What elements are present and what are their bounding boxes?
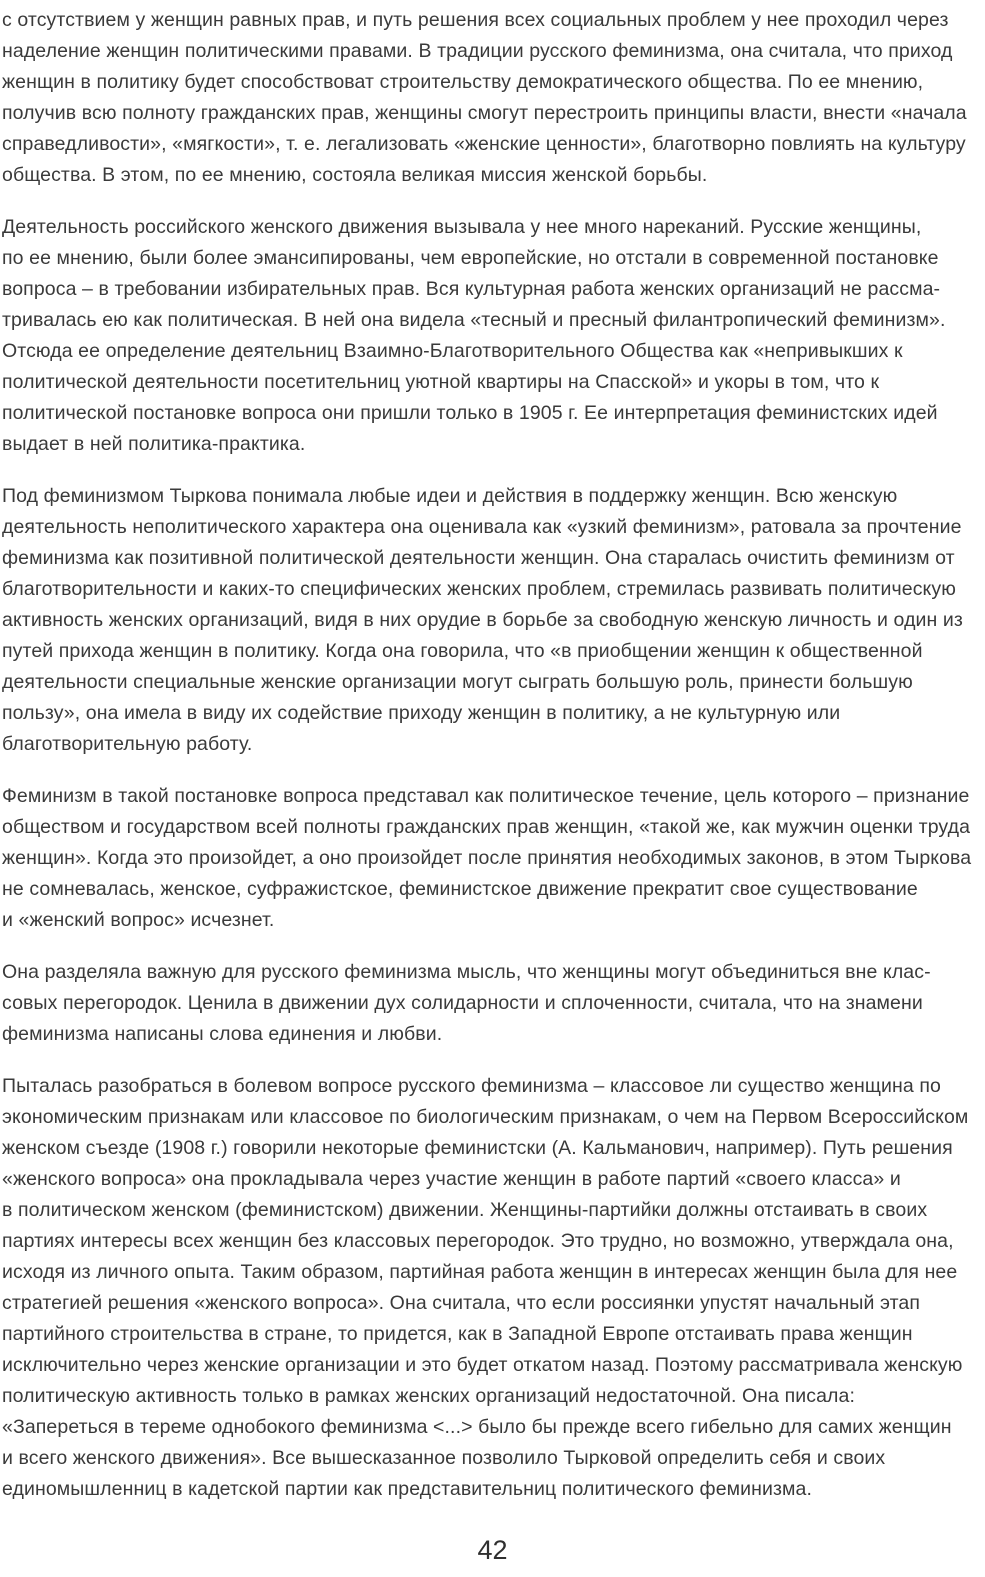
text-line: получив всю полноту гражданских прав, женщины смогут перестроить принципы власти, внести «начала bbox=[2, 102, 967, 124]
text-line: Под феминизмом Тыркова понимала любые идеи и действия в поддержку женщин. Всю женскую bbox=[2, 485, 898, 507]
text-line: и «женский вопрос» исчезнет. bbox=[2, 909, 275, 931]
text-line: благотворительную работу. bbox=[2, 733, 253, 755]
page-number: 42 bbox=[477, 1535, 508, 1565]
text-line: Феминизм в такой постановке вопроса представал как политическое течение, цель которого – признание bbox=[2, 785, 970, 807]
paragraph bbox=[2, 212, 981, 460]
text-line: совых перегородок. Ценила в движении дух солидарности и сплоченности, считала, что на знамени bbox=[2, 992, 923, 1014]
text-line: женщин». Когда это произойдет, а оно произойдет после принятия необходимых законов, в этом Тыркова bbox=[2, 847, 972, 869]
text-line: партиях интересы всех женщин без классовых перегородок. Это трудно, но возможно, утверждала она, bbox=[2, 1230, 954, 1252]
text-line: и всего женского движения». Все вышесказанное позволило Тырковой определить себя и своих bbox=[2, 1447, 886, 1469]
text-line: Она разделяла важную для русского феминизма мысль, что женщины могут объединиться вне клас- bbox=[2, 961, 931, 983]
text-line: исключительно через женские организации и это будет откатом назад. Поэтому рассматривала женскую bbox=[2, 1354, 963, 1376]
text-line: исходя из личного опыта. Таким образом, партийная работа женщин в интересах женщин была для нее bbox=[2, 1261, 958, 1283]
text-line: политической постановке вопроса они пришли только в 1905 г. Ее интерпретация феминистских идей bbox=[2, 402, 938, 424]
text-line: политической деятельности посетительниц уютной квартиры на Спасской» и укоры в том, что к bbox=[2, 371, 880, 393]
text-line: общества. В этом, по ее мнению, состояла великая миссия женской борьбы. bbox=[2, 164, 708, 186]
text-line: вопроса – в требовании избирательных прав. Вся культурная работа женских организаций не рассма- bbox=[2, 278, 941, 300]
text-line: тривалась ею как политическая. В ней она видела «тесный и пресный филантропический феминизм». bbox=[2, 309, 946, 331]
text-line: в политическом женском (феминистском) движении. Женщины-партийки должны отстаивать в своих bbox=[2, 1199, 928, 1221]
paragraph bbox=[2, 5, 981, 191]
text-line: деятельность неполитического характера она оценивала как «узкий феминизм», ратовала за прочтение bbox=[2, 516, 962, 538]
text-line: пользу», она имела в виду их содействие приходу женщин в политику, а не культурную или bbox=[2, 702, 841, 724]
text-line: экономическим признакам или классовое по биологическим признакам, о чем на Первом Всероссийском bbox=[2, 1106, 969, 1128]
text-line: женском съезде (1908 г.) говорили некоторые феминистски (А. Кальманович, например). Путь решения bbox=[2, 1137, 953, 1159]
text-line: политическую активность только в рамках женских организаций недостаточной. Она писала: bbox=[2, 1385, 855, 1407]
text-line: «Запереться в тереме однобокого феминизма <...> было бы прежде всего гибельно для самих женщин bbox=[2, 1416, 952, 1438]
text-line: Деятельность российского женского движения вызывала у нее много нареканий. Русские женщины, bbox=[2, 216, 922, 238]
paragraph bbox=[2, 481, 981, 760]
text-line: справедливости», «мягкости», т. е. легализовать «женские ценности», благотворно повлиять на культуру bbox=[2, 133, 966, 155]
text-line: феминизма написаны слова единения и любви. bbox=[2, 1023, 443, 1045]
text-line: обществом и государством всей полноты гражданских прав женщин, «такой же, как мужчин оценки труда bbox=[2, 816, 971, 838]
paragraph bbox=[2, 1071, 981, 1505]
text-line: наделение женщин политическими правами. В традиции русского феминизма, она считала, что приход bbox=[2, 40, 953, 62]
text-line: женщин в политику будет способствоват строительству демократического общества. По ее мнению, bbox=[2, 71, 924, 93]
document-body bbox=[2, 5, 981, 1526]
text-line: не сомневалась, женское, суфражистское, феминистское движение прекратит свое существование bbox=[2, 878, 918, 900]
text-line: Пыталась разобраться в болевом вопросе русского феминизма – классовое ли существо женщина по bbox=[2, 1075, 941, 1097]
text-line: выдает в ней политика-практика. bbox=[2, 433, 306, 455]
text-line: активность женских организаций, видя в них орудие в борьбе за свободную женскую личность и один из bbox=[2, 609, 963, 631]
text-line: с отсутствием у женщин равных прав, и путь решения всех социальных проблем у нее проходил через bbox=[2, 9, 949, 31]
paragraph bbox=[2, 957, 981, 1050]
text-line: путей прихода женщин в политику. Когда она говорила, что «в приобщении женщин к общественной bbox=[2, 640, 923, 662]
text-line: феминизма как позитивной политической деятельности женщин. Она старалась очистить феминизм от bbox=[2, 547, 955, 569]
text-line: «женского вопроса» она прокладывала через участие женщин в работе партий «своего класса» и bbox=[2, 1168, 901, 1190]
text-line: партийного строительства в стране, то придется, как в Западной Европе отстаивать права женщин bbox=[2, 1323, 913, 1345]
paragraph bbox=[2, 781, 981, 936]
text-line: единомышленниц в кадетской партии как представительниц политического феминизма. bbox=[2, 1478, 813, 1500]
text-line: деятельности специальные женские организации могут сыграть большую роль, принести большую bbox=[2, 671, 913, 693]
text-line: по ее мнению, были более эмансипированы, чем европейские, но отстали в современной постановке bbox=[2, 247, 939, 269]
text-line: стратегией решения «женского вопроса». Она считала, что если россиянки упустят начальный этап bbox=[2, 1292, 921, 1314]
text-line: Отсюда ее определение деятельниц Взаимно-Благотворительного Общества как «непривыкших к bbox=[2, 340, 903, 362]
text-line: благотворительности и каких-то специфических женских проблем, стремилась развивать политическую bbox=[2, 578, 956, 600]
